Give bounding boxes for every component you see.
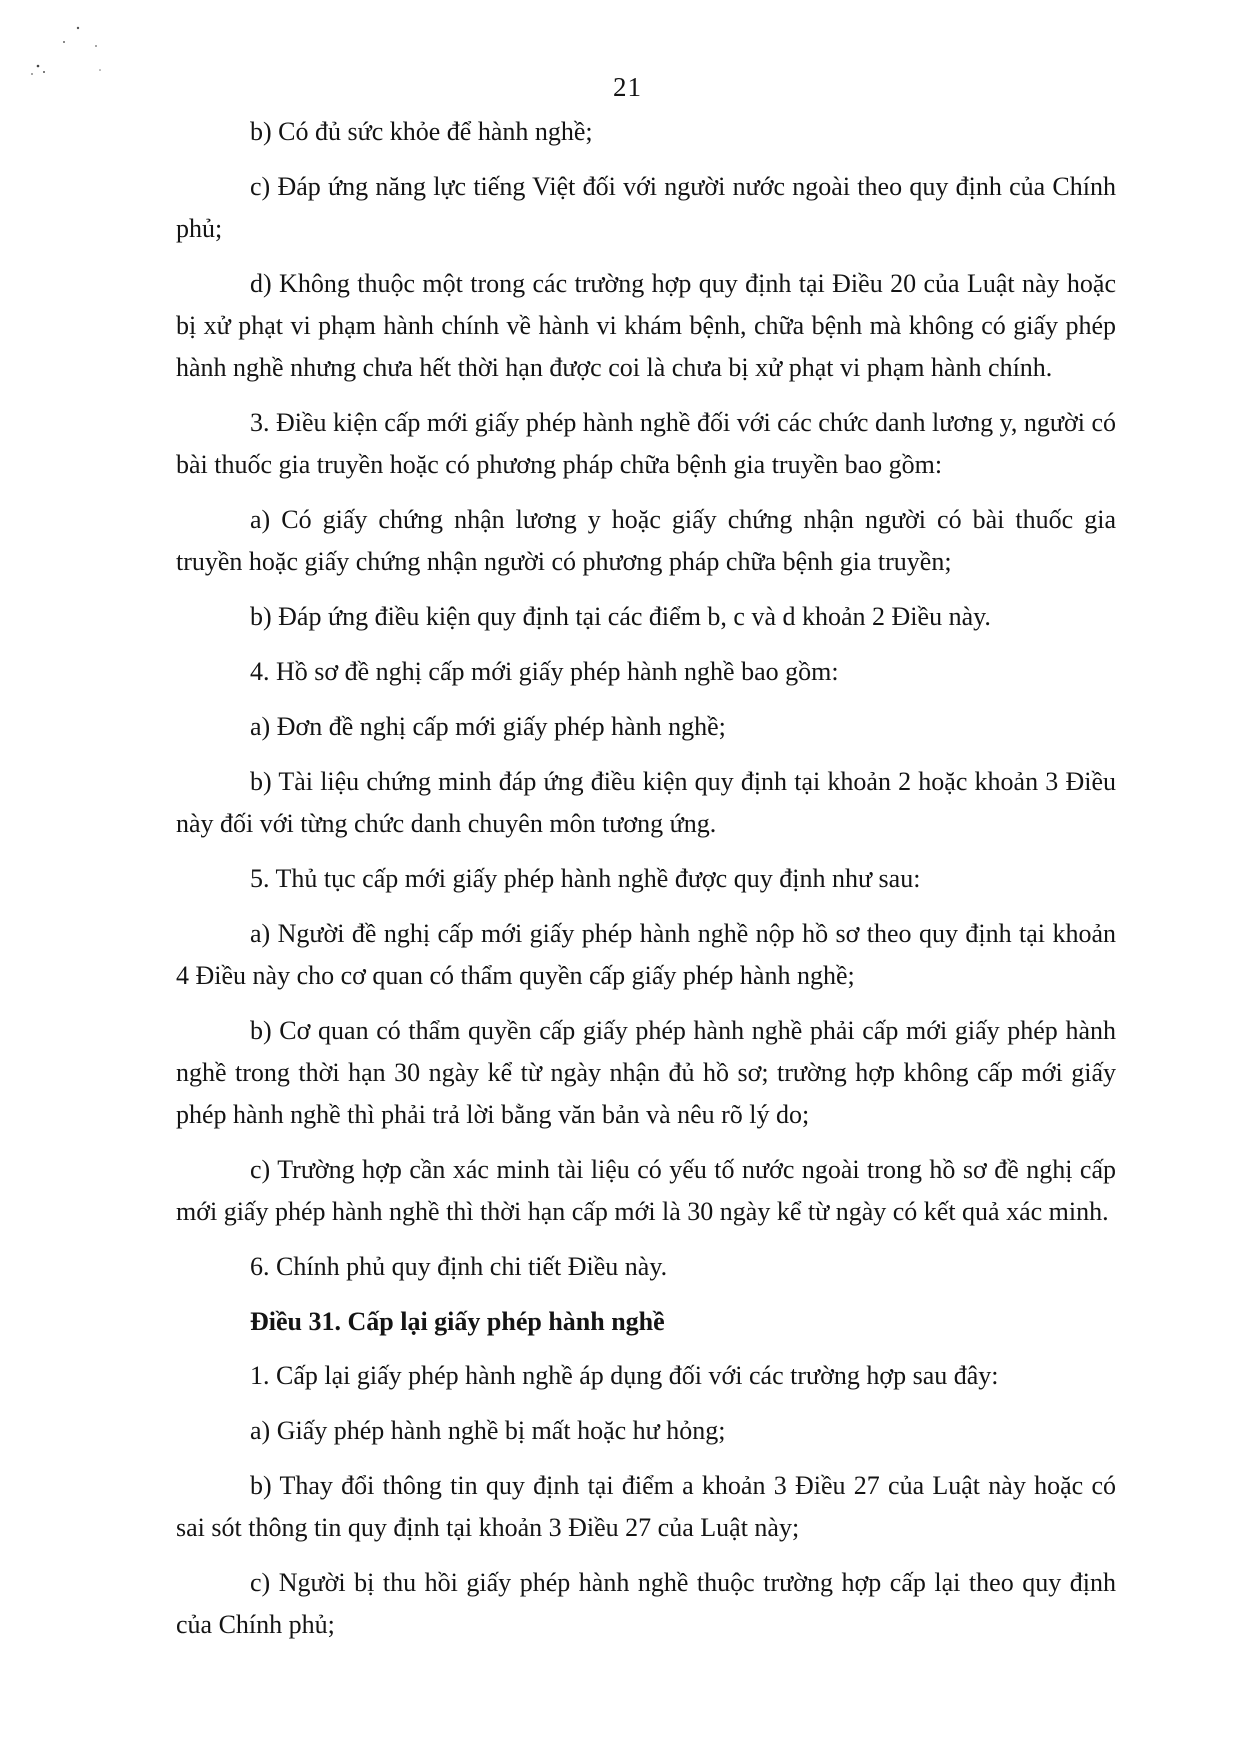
paragraph: a) Có giấy chứng nhận lương y hoặc giấy chứng nhận người có bài thuốc gia truyền hoặc giấy chứng nhận người có phương pháp chữa bệnh gia truyền;: [176, 505, 1116, 576]
paragraph: 3. Điều kiện cấp mới giấy phép hành nghề đối với các chức danh lương y, người có bài thuốc gia truyền hoặc có phương pháp chữa bệnh gia truyền bao gồm:: [176, 408, 1116, 479]
speck: [63, 41, 65, 43]
speck: [77, 27, 79, 29]
speck: [95, 45, 97, 47]
paragraph: b) Đáp ứng điều kiện quy định tại các điểm b, c và d khoản 2 Điều này.: [250, 602, 991, 631]
article-paragraph: b) Thay đổi thông tin quy định tại điểm a khoản 3 Điều 27 của Luật này hoặc có sai sót thông tin quy định tại khoản 3 Điều 27 của Luật này;: [176, 1471, 1116, 1542]
paragraph: 6. Chính phủ quy định chi tiết Điều này.: [250, 1252, 668, 1281]
paragraph: 4. Hồ sơ đề nghị cấp mới giấy phép hành nghề bao gồm:: [250, 657, 839, 686]
article-paragraph: c) Người bị thu hồi giấy phép hành nghề thuộc trường hợp cấp lại theo quy định của Chính phủ;: [176, 1568, 1116, 1639]
speck: [37, 65, 40, 68]
article-paragraph: a) Giấy phép hành nghề bị mất hoặc hư hỏng;: [250, 1416, 726, 1445]
paragraph: d) Không thuộc một trong các trường hợp quy định tại Điều 20 của Luật này hoặc bị xử phạt vi phạm hành chính về hành vi khám bệnh, chữa bệnh mà không có giấy phép hành nghề nhưng chưa hết thời hạn được coi là chưa bị xử phạt vi phạm hành chính.: [176, 269, 1116, 382]
paragraph: a) Người đề nghị cấp mới giấy phép hành nghề nộp hồ sơ theo quy định tại khoản 4 Điều này cho cơ quan có thẩm quyền cấp giấy phép hành nghề;: [176, 919, 1116, 990]
paragraph: b) Cơ quan có thẩm quyền cấp giấy phép hành nghề phải cấp mới giấy phép hành nghề trong thời hạn 30 ngày kể từ ngày nhận đủ hồ sơ; trường hợp không cấp mới giấy phép hành nghề thì phải trả lời bằng văn bản và nêu rõ lý do;: [176, 1016, 1116, 1129]
page-number: 21: [613, 72, 642, 102]
paragraph: c) Đáp ứng năng lực tiếng Việt đối với người nước ngoài theo quy định của Chính phủ;: [176, 172, 1116, 243]
article-heading: Điều 31. Cấp lại giấy phép hành nghề: [250, 1307, 665, 1336]
paragraph: b) Có đủ sức khỏe để hành nghề;: [250, 117, 593, 146]
paragraph: b) Tài liệu chứng minh đáp ứng điều kiện quy định tại khoản 2 hoặc khoản 3 Điều này đối với từng chức danh chuyên môn tương ứng.: [176, 767, 1116, 838]
article-paragraph: 1. Cấp lại giấy phép hành nghề áp dụng đối với các trường hợp sau đây:: [250, 1361, 999, 1390]
paragraph: 5. Thủ tục cấp mới giấy phép hành nghề được quy định như sau:: [250, 864, 921, 893]
speck: [99, 69, 101, 71]
document-body: [176, 111, 1116, 1659]
paragraph: c) Trường hợp cần xác minh tài liệu có yếu tố nước ngoài trong hồ sơ đề nghị cấp mới giấy phép hành nghề thì thời hạn cấp mới là 30 ngày kể từ ngày có kết quả xác minh.: [176, 1155, 1116, 1226]
paragraph: a) Đơn đề nghị cấp mới giấy phép hành nghề;: [250, 712, 726, 741]
